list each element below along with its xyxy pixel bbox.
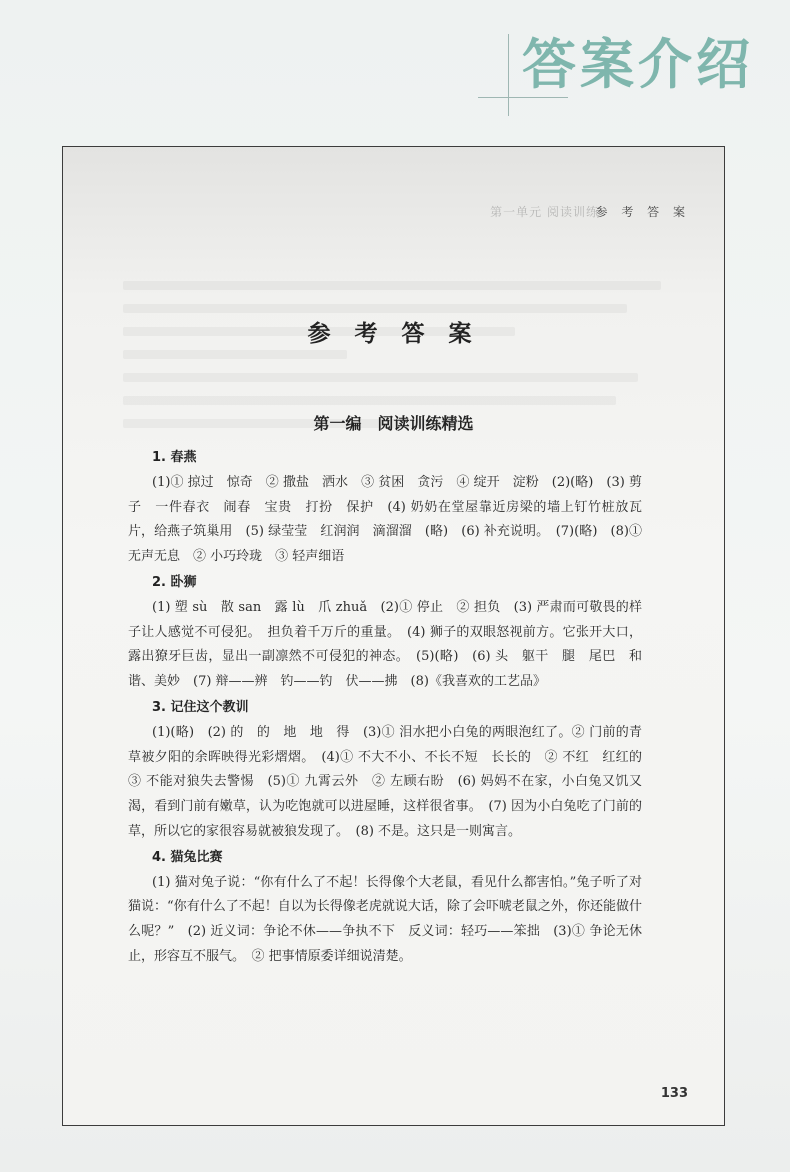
answer-list — [128, 445, 656, 970]
item-text: (1)(略) (2) 的 的 地 地 得 (3)① 泪水把小白兔的两眼泡红了。② 门前的青草被夕阳的余晖映得光彩熠熠。 (4)① 不大不小、不长不短 长长的 ② 不红 红红的 ③ 不能对狼失去警惕 (5)① 九霄云外 ② 左顾右盼 (6) 妈妈不在家，小白兔又饥又渴，看到门前有嫩草，认为吃饱就可以进屋睡，这样很省事。 (7) 因为小白兔吃了门前的草，所以它的家很容易就被狼发现了。 (8) 不是。这只是一则寓言。 — [128, 724, 656, 839]
decorative-vertical-line — [508, 34, 509, 116]
item-title: 1. 春燕 — [152, 450, 197, 465]
item-text: (1)① 掠过 惊奇 ② 撒盐 洒水 ③ 贫困 贪污 ④ 绽开 淀粉 (2)(略) (3) 剪子 一件春衣 闹春 宝贵 打扮 保护 (4) 奶奶在堂屋靠近房梁的墙上钉竹桩放瓦片，给燕子筑巢用 (5) 绿莹莹 红润润 滴溜溜 (略) (6) 补充说明。 (7)(略) (8)① 无声无息 ② 小巧玲珑 ③ 轻声细语 — [128, 474, 642, 565]
item-title: 2. 卧狮 — [152, 574, 197, 590]
page-title: 参 考 答 案 — [307, 320, 480, 347]
answer-item — [128, 696, 656, 845]
answer-item — [128, 846, 642, 970]
running-head: 参 考 答 案 — [595, 205, 690, 219]
item-title: 4. 猫兔比赛 — [152, 849, 223, 865]
banner-title: 答案介绍 — [522, 33, 754, 96]
scanned-page — [62, 146, 725, 1126]
answer-item — [128, 571, 642, 695]
item-title: 3. 记住这个教训 — [152, 699, 249, 715]
answer-item — [128, 446, 642, 570]
item-text: (1) 猫对兔子说：“你有什么了不起！长得像个大老鼠，看见什么都害怕。”兔子听了对猫说：“你有什么了不起！自以为长得像老虎就说大话，除了会吓唬老鼠之外，你还能做什么呢？” (2) 近义词：争论不休——争执不下 反义词：轻巧——笨拙 (3)① 争论无休止，形容互不服气。 ② 把事情原委详细说清楚。 — [128, 874, 642, 964]
decorative-horizontal-line — [478, 97, 568, 98]
item-text: (1) 塑 sù 散 san 露 lù 爪 zhuǎ (2)① 停止 ② 担负 (3) 严肃而可敬畏的样子让人感觉不可侵犯。 担负着千万斤的重量。 (4) 狮子的双眼怒视前方。它张开大口，露出獠牙巨齿，显出一副凛然不可侵犯的神态。 (5)(略) (6) 头 躯干 腿 尾巴 和谐、美妙 (7) 辩——辨 钓——钓 伏——拂 (8)《我喜欢的工艺品》 — [128, 599, 642, 690]
section-title: 第一编 阅读训练精选 — [313, 414, 474, 433]
page-number: 133 — [660, 1086, 688, 1101]
running-head-faded: 第一单元 阅读训练 — [490, 205, 599, 219]
